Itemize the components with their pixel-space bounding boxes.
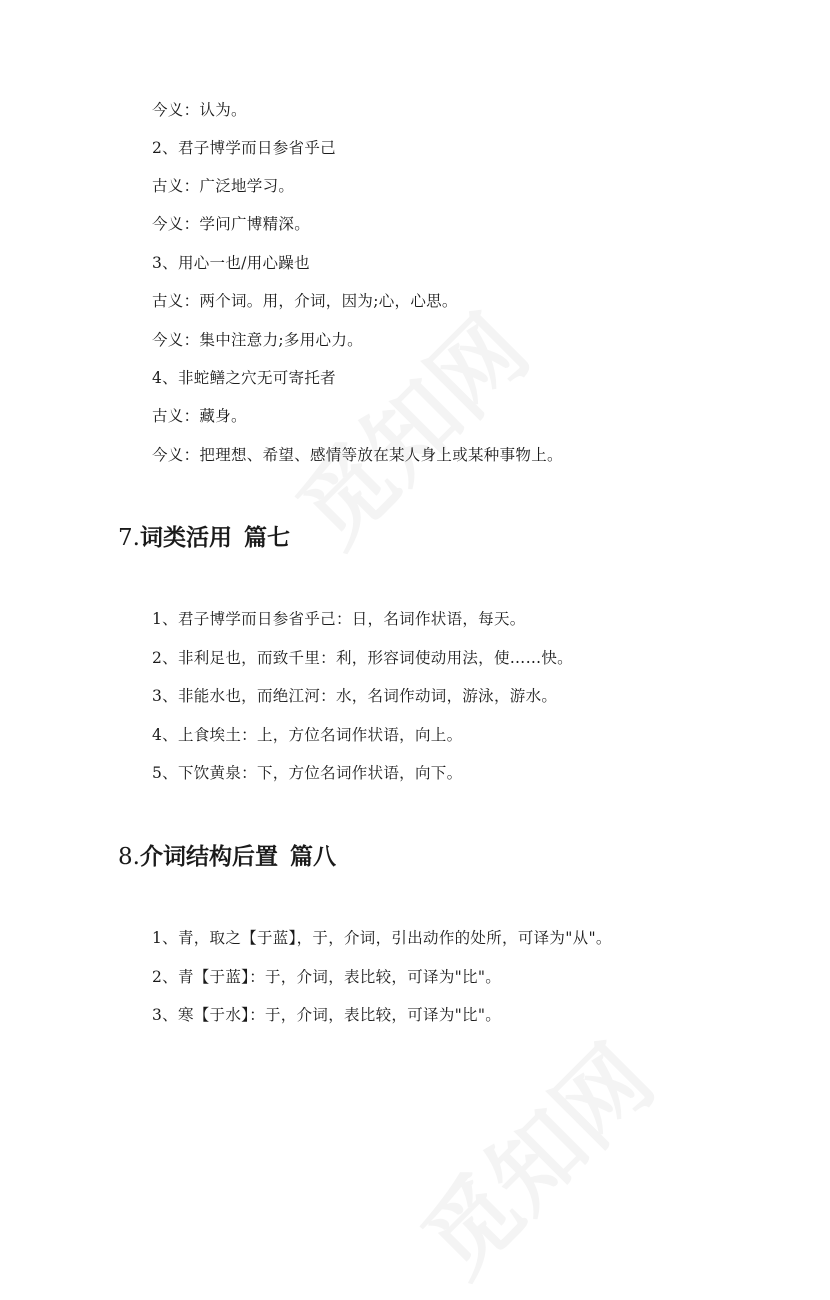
paragraph-line: 今义：学问广博精深。: [152, 215, 311, 233]
list-item: 2、青【于蓝】：于，介词，表比较，可译为"比"。: [152, 968, 502, 986]
paragraph-line: 今义：认为。: [152, 101, 247, 119]
section-title: 词类活用: [139, 525, 232, 551]
list-item: 3、寒【于水】：于，介词，表比较，可译为"比"。: [152, 1006, 502, 1024]
paragraph-line: 2、君子博学而日参省乎己: [152, 139, 336, 157]
list-item: 1、青，取之【于蓝】，于，介词，引出动作的处所，可译为"从"。: [152, 929, 612, 947]
list-item: 4、上食埃土：上，方位名词作状语，向上。: [152, 726, 463, 744]
section-number: 8.: [118, 844, 140, 870]
paragraph-line: 古义：广泛地学习。: [152, 177, 295, 195]
watermark: [389, 1012, 678, 1300]
paragraph-line: 3、用心一也/用心躁也: [152, 254, 310, 272]
list-item: 1、君子博学而日参省乎己：日，名词作状语，每天。: [152, 610, 526, 628]
section-heading: [118, 842, 336, 872]
section-part: 篇七: [243, 525, 290, 551]
list-item: 5、下饮黄泉：下，方位名词作状语，向下。: [152, 764, 463, 782]
section-title: 介词结构后置: [139, 844, 278, 870]
section-part: 篇八: [289, 844, 336, 870]
paragraph-line: 今义：集中注意力;多用心力。: [152, 331, 363, 349]
list-item: 3、非能水也，而绝江河：水，名词作动词，游泳，游水。: [152, 687, 558, 705]
paragraph-line: 古义：藏身。: [152, 407, 247, 425]
list-item: 2、非利足也，而致千里：利，形容词使动用法，使……快。: [152, 649, 573, 667]
watermark: [264, 282, 553, 571]
paragraph-line: 今义：把理想、希望、感情等放在某人身上或某种事物上。: [152, 446, 563, 464]
paragraph-line: 4、非蛇鳝之穴无可寄托者: [152, 369, 336, 387]
paragraph-line: 古义：两个词。用，介词，因为;心，心思。: [152, 292, 458, 310]
section-heading: [118, 523, 290, 553]
section-number: 7.: [118, 525, 140, 551]
